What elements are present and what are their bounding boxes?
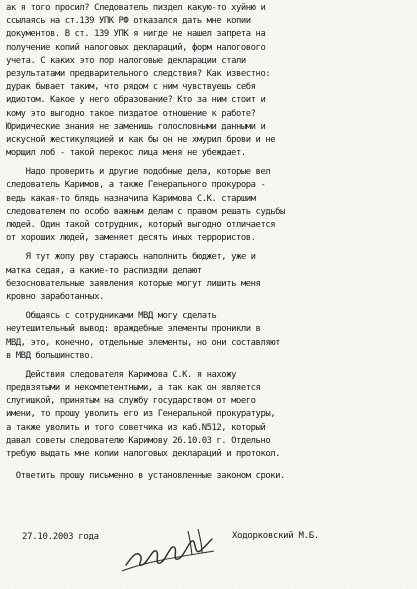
document-date: 27.10.2003 года	[22, 532, 99, 542]
text-line: дурак бывает таким, что рядом с ним чувствуешь себя	[6, 82, 256, 93]
text-line: безосновательные заявления которые могут лишить меня	[6, 278, 261, 289]
text-line: матка седая, а какие-то распиздяи делают	[6, 265, 202, 276]
text-line: Надо проверить и другие подобные дела, которые вел	[6, 167, 271, 178]
signer-name: Ходорковский М.Б.	[232, 531, 320, 541]
text-line: а также уволить и того советчика из каб.N512, который	[6, 422, 266, 433]
text-line: следователем по особо важным делам с правом решать судьбы	[6, 206, 285, 217]
text-line: Действия следователя Каримова С.К. я нахожу	[6, 369, 236, 380]
document-footer	[0, 521, 417, 581]
text-line: неутешительный вывод: враждебные элементы проникли в	[6, 324, 261, 335]
text-line: ссылаясь на ст.139 УПК РФ отказался дать мне копии	[6, 16, 251, 27]
text-line: следователь Каримов, а также Генерального прокурора -	[6, 180, 266, 191]
text-line: морщил лоб - такой перекос лица меня не убеждает.	[6, 148, 246, 159]
text-line: Общаясь с сотрудниками МВД могу сделать	[6, 311, 217, 322]
text-line: людей. Один такой сотрудник, который выгодно отличается	[6, 220, 276, 230]
text-line: имени, то прошу уволить его из Генеральной прокуратуры,	[6, 409, 276, 420]
text-line: результатами предварительного следствия? Как известно:	[6, 68, 271, 79]
text-line: МВД, это, конечно, отдельные элементы, но они составляют	[6, 337, 281, 348]
text-line: ведь какая-то блядь назначила Каримова С.К. старшим	[6, 193, 256, 204]
text-line: Я тут жопу рву стараюсь наполнить бюджет, уже и	[6, 252, 256, 263]
text-line: требую выдать мне копии налоговых деклараций и протокол.	[6, 449, 281, 459]
text-line: получение копий налоговых деклараций, форм налогового	[6, 42, 266, 53]
text-line: искусной жестикуляцией и как бы он не хмурил брови и не	[6, 134, 276, 145]
handwritten-signature	[118, 521, 218, 577]
closing-line: Ответить прошу письменно в установленные законом сроки.	[6, 471, 285, 482]
text-line: ак я того просил? Следователь пиздел какую-то хуйню и	[6, 3, 266, 13]
text-line: в МВД большинство.	[6, 350, 95, 361]
document-body	[6, 2, 411, 461]
text-line: давал советы следователю Каримову 26.10.03 г. Отдельно	[6, 435, 271, 446]
text-line: кровно заработанных.	[6, 291, 104, 302]
text-line: Юридические знания не заменишь голословными данными и	[6, 121, 266, 132]
text-line: документов. В ст. 139 УПК я нигде не нашел запрета на	[6, 29, 266, 40]
text-line: предвзятыми и некомпетентными, а так как он является	[6, 383, 261, 394]
text-line: кому это выгодно такое пиздатое отношение к работе?	[6, 108, 256, 119]
text-line: от хороших людей, заменяет десять иных террористов.	[6, 233, 256, 244]
text-line: идиотом. Какое у него образование? Кто за ним стоит и	[6, 95, 266, 106]
text-line: учета. С каких это пор налоговые декларации стали	[6, 55, 246, 66]
text-line: слугишкой, принятым на службу государством от моего	[6, 396, 256, 407]
